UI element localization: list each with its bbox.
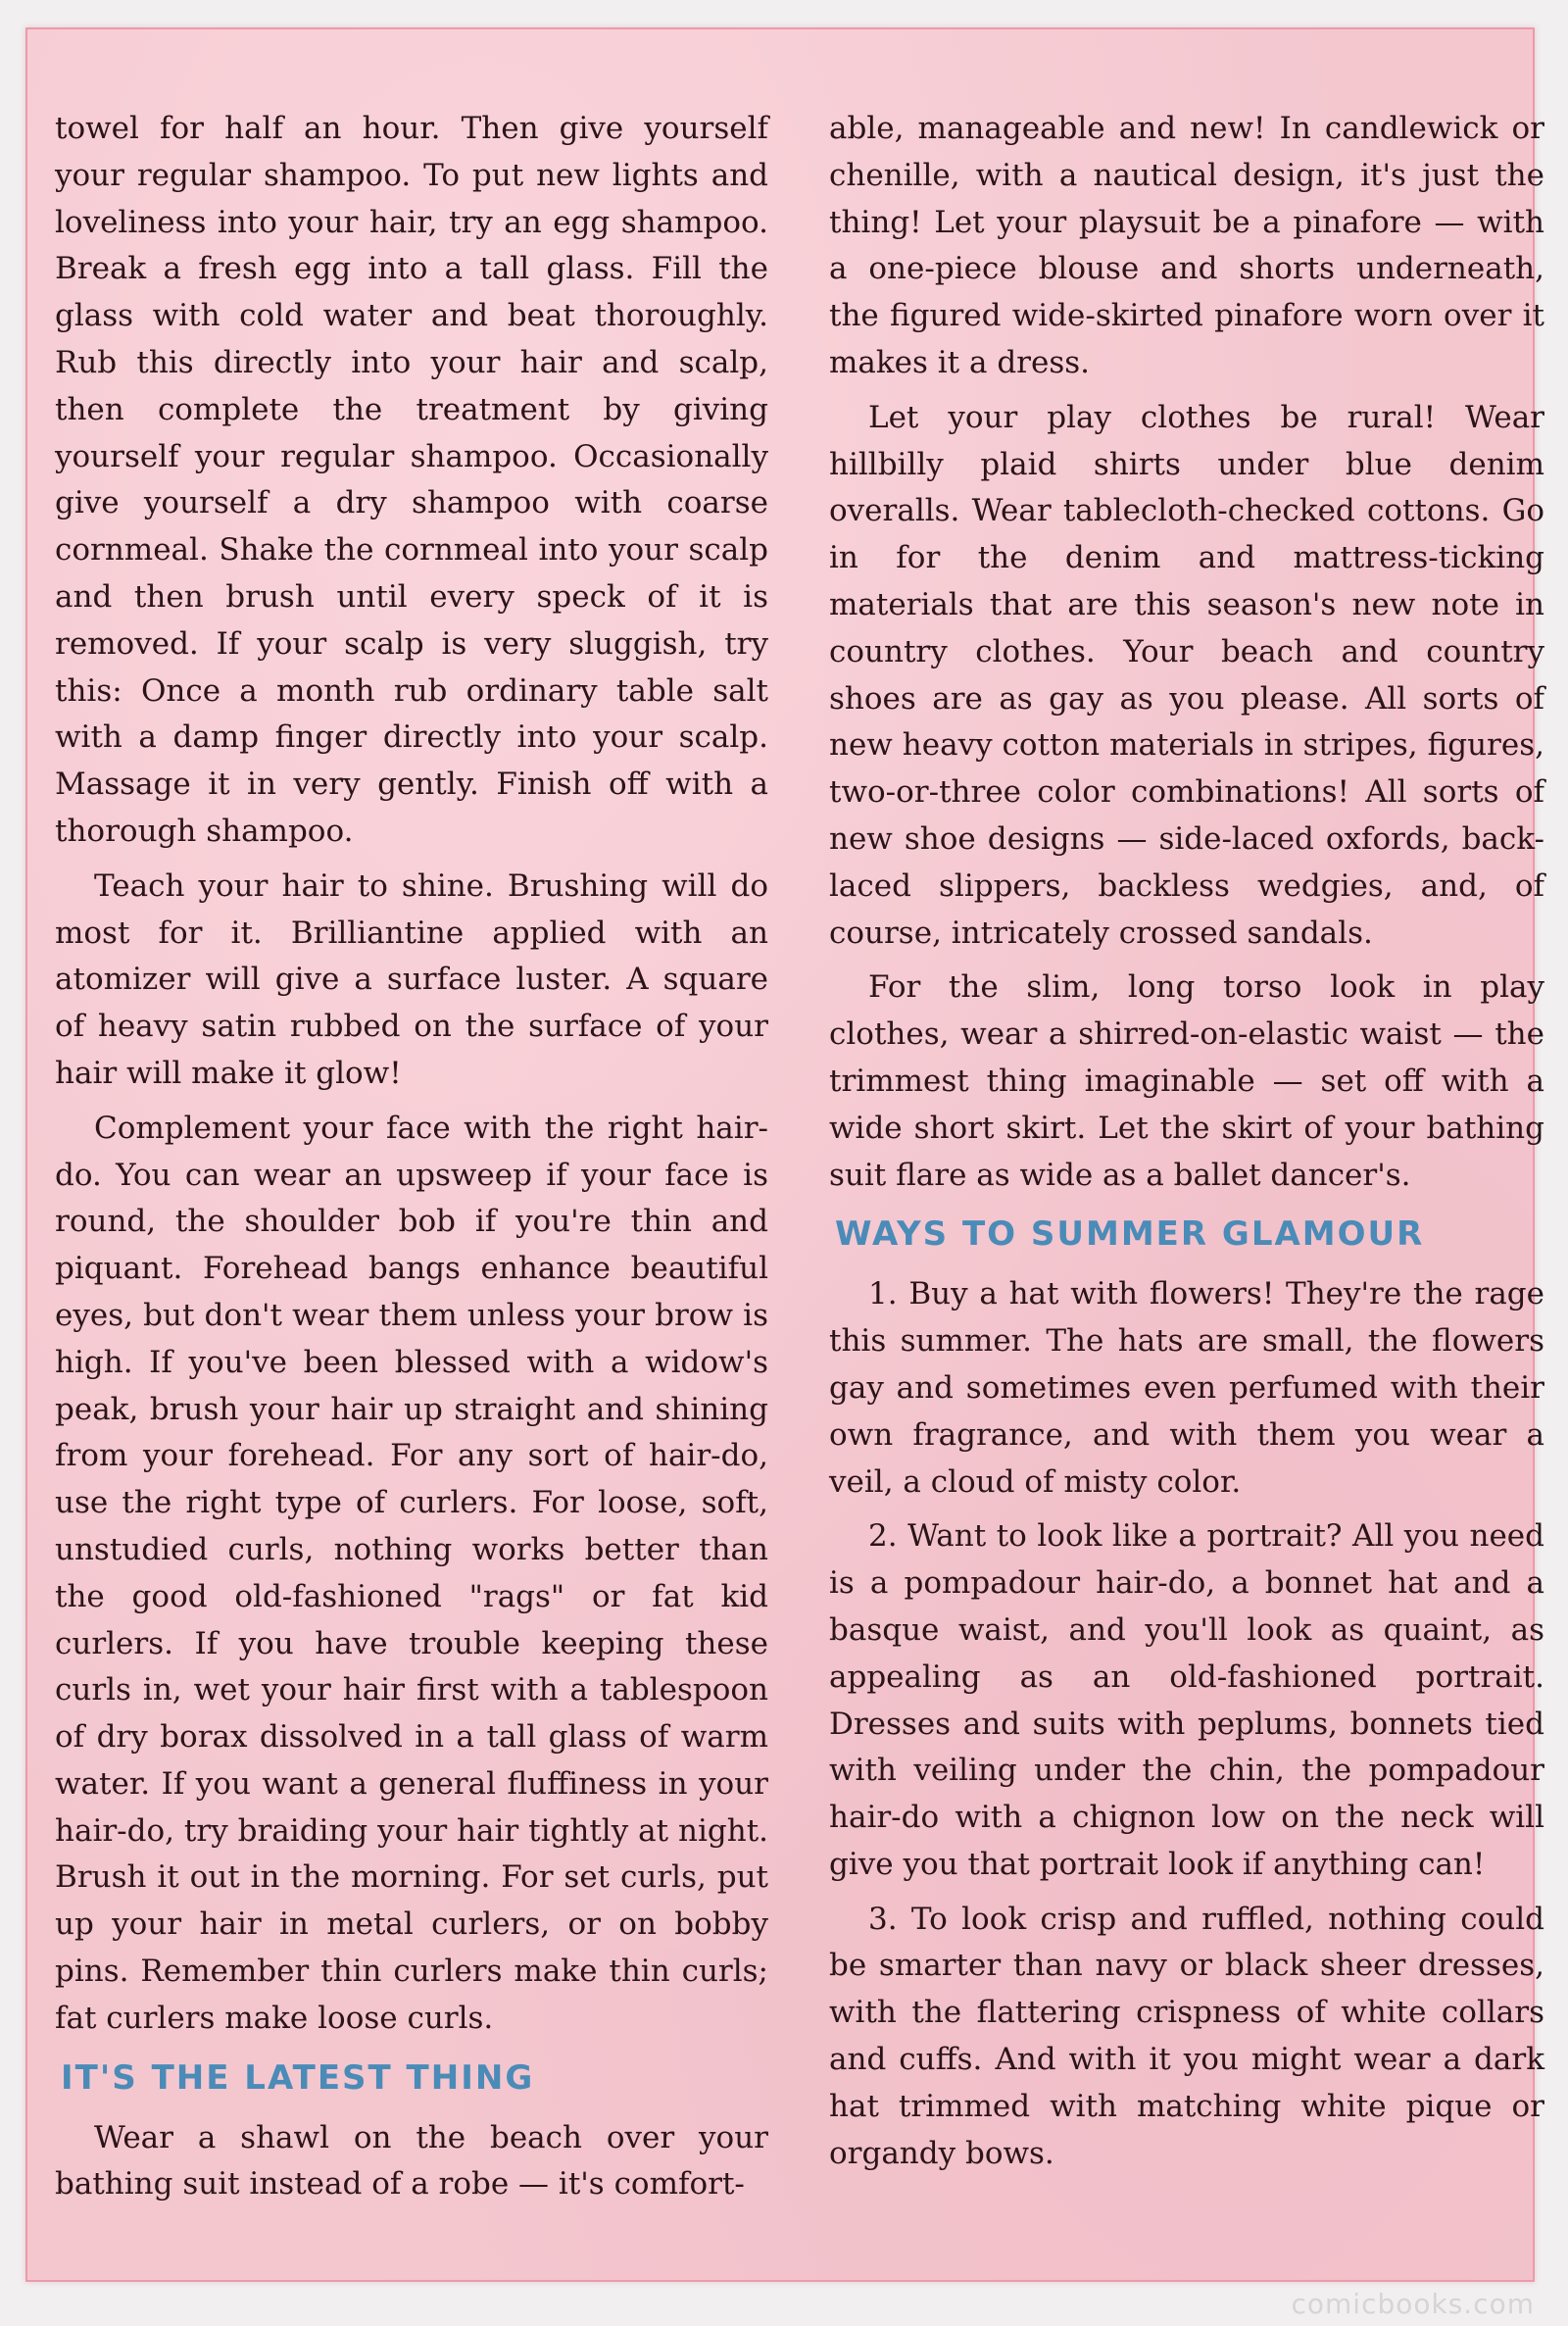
list-item-2: 2. Want to look like a portrait? All you need is a pompadour hair-do, a bonnet hat and a basque waist, and you'll look as quaint, as appealing as an old-fashioned portrait. Dresses and suits with peplums, bonnets tied with veiling under the chin, the pompadour hair-do with a chignon low on the neck will give you that portrait look if anything can!: [829, 1518, 1544, 1882]
left-paragraph-4: Wear a shawl on the beach over your bathing suit instead of a robe — it's comfort-: [55, 2119, 768, 2202]
left-paragraph-1: towel for half an hour. Then give yourself your regular shampoo. To put new lights and loveliness into your hair, try an egg shampoo. Break a fresh egg into a tall glass. Fill the glass with cold water and beat thoroughly. Rub this directly into your hair and scalp, then complete the treatment by giving yourself your regular shampoo. Occasionally give yourself a dry shampoo with coarse cornmeal. Shake the cornmeal into your scalp and then brush until every speck of it is removed. If your scalp is very sluggish, try this: Once a month rub ordinary table salt with a damp finger directly into your scalp. Massage it in very gently. Finish off with a thorough shampoo.: [55, 111, 768, 849]
list-item-3: 3. To look crisp and ruffled, nothing could be smarter than navy or black sheer dresses, with the flattering crispness of white collars and cuffs. And with it you might wear a dark hat trimmed with matching white pique or organdy bows.: [829, 1901, 1544, 2171]
right-paragraph-1: able, manageable and new! In candlewick or chenille, with a nautical design, it's just the thing! Let your playsuit be a pinafore — with a one-piece blouse and shorts underneath, the figured wide-skirted pinafore worn over it makes it a dress.: [829, 111, 1544, 380]
right-paragraph-3: For the slim, long torso look in play clothes, wear a shirred-on-elastic waist — the trimmest thing imaginable — set off with a wide short skirt. Let the skirt of your bathing suit flare as wide as a ballet dancer's.: [829, 969, 1544, 1193]
left-paragraph-2: Teach your hair to shine. Brushing will do most for it. Brilliantine applied with an atomizer will give a surface luster. A square of heavy satin rubbed on the surface of your hair will make it glow!: [55, 867, 768, 1091]
section-heading-summer-glamour: WAYS TO SUMMER GLAMOUR: [835, 1214, 1425, 1255]
watermark: comicbooks.com: [1291, 2288, 1535, 2320]
left-paragraph-3: Complement your face with the right hair-do. You can wear an upsweep if your face is round, the shoulder bob if you're thin and piquant. Forehead bangs enhance beautiful eyes, but don't wear them unless your brow is high. If you've been blessed with a widow's peak, brush your hair up straight and shining from your forehead. For any sort of hair-do, use the right type of curlers. For loose, soft, unstudied curls, nothing works better than the good old-fashioned "rags" or fat kid curlers. If you have trouble keeping these curls in, wet your hair first with a tablespoon of dry borax dissolved in a tall glass of warm water. If you want a general fluffiness in your hair-do, try braiding your hair tightly at night. Brush it out in the morning. For set curls, put up your hair in metal curlers, or on bobby pins. Remember thin curlers make thin curls; fat curlers make loose curls.: [55, 1110, 768, 2036]
right-paragraph-2: Let your play clothes be rural! Wear hillbilly plaid shirts under blue denim overalls. Wear tablecloth-checked cottons. Go in for the denim and mattress-ticking materials that are this season's new note in country clothes. Your beach and country shoes are as gay as you please. All sorts of new heavy cotton materials in stripes, figures, two-or-three color combinations! All sorts of new shoe designs — side-laced oxfords, back-laced slippers, backless wedgies, and, of course, intricately crossed sandals.: [829, 399, 1544, 951]
list-item-1: 1. Buy a hat with flowers! They're the rage this summer. The hats are small, the flowers gay and sometimes even perfumed with their own fragrance, and with them you wear a veil, a cloud of misty color.: [829, 1276, 1544, 1500]
magazine-page: [25, 27, 1544, 2282]
left-column: [55, 106, 768, 2216]
section-heading-latest-thing: IT'S THE LATEST THING: [61, 2057, 535, 2098]
right-column: [829, 106, 1544, 2185]
